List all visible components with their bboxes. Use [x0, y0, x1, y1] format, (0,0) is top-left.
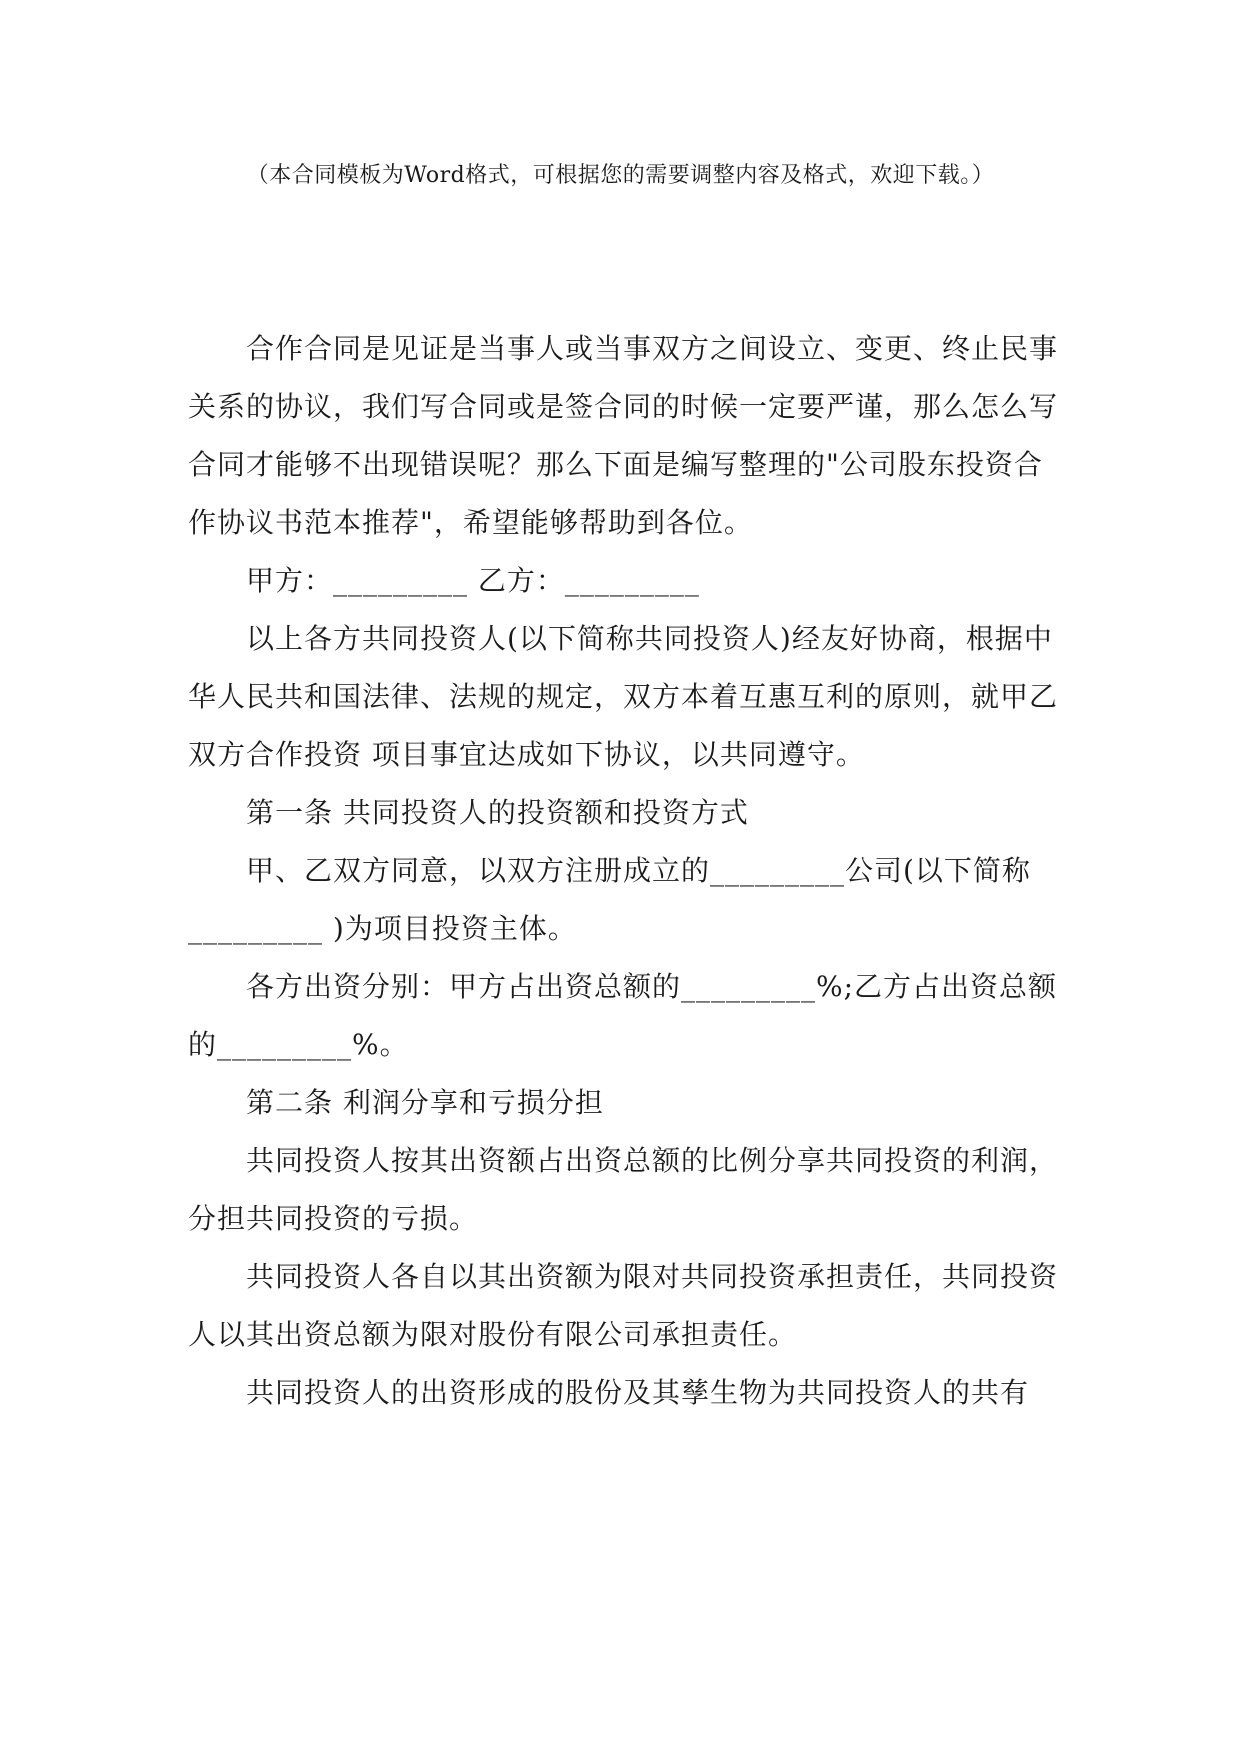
article-2-clause-3-line-1: 共同投资人的出资形成的股份及其孳生物为共同投资人的共有: [246, 1376, 1030, 1409]
article-1-clause-2-line-1: 各方出资分别：甲方占出资总额的_________%;乙方占出资总额: [246, 970, 1058, 1003]
article-1-heading: 第一条 共同投资人的投资额和投资方式: [246, 796, 749, 829]
preamble-line-2: 华人民共和国法律、法规的规定，双方本着互惠互利的原则，就甲乙: [188, 680, 1059, 713]
preamble-line-3: 双方合作投资 项目事宜达成如下协议，以共同遵守。: [188, 738, 865, 771]
paragraph-intro-line-2: 关系的协议，我们写合同或是签合同的时候一定要严谨，那么怎么写: [188, 390, 1059, 423]
paragraph-intro-line-4: 作协议书范本推荐"，希望能够帮助到各位。: [188, 506, 753, 539]
article-1-clause-1-line-1: 甲、乙双方同意，以双方注册成立的_________公司(以下简称: [246, 854, 1031, 887]
template-note: （本合同模板为Word格式，可根据您的需要调整内容及格式，欢迎下载。）: [246, 163, 995, 188]
article-2-clause-1-line-1: 共同投资人按其出资额占出资总额的比例分享共同投资的利润，: [246, 1144, 1059, 1177]
article-2-heading: 第二条 利润分享和亏损分担: [246, 1086, 604, 1119]
article-2-clause-2-line-2: 人以其出资总额为限对股份有限公司承担责任。: [188, 1318, 798, 1351]
paragraph-intro-line-1: 合作合同是见证是当事人或当事双方之间设立、变更、终止民事: [246, 332, 1059, 365]
article-2-clause-1-line-2: 分担共同投资的亏损。: [188, 1202, 479, 1235]
parties-line: 甲方：_________ 乙方：_________: [246, 564, 700, 597]
preamble-line-1: 以上各方共同投资人(以下简称共同投资人)经友好协商，根据中: [246, 622, 1053, 655]
paragraph-intro-line-3: 合同才能够不出现错误呢？那么下面是编写整理的"公司股东投资合: [188, 448, 1043, 481]
article-1-clause-2-line-2: 的_________%。: [188, 1028, 409, 1061]
article-2-clause-2-line-1: 共同投资人各自以其出资额为限对共同投资承担责任，共同投资: [246, 1260, 1059, 1293]
article-1-clause-1-line-2: _________ )为项目投资主体。: [188, 912, 577, 945]
